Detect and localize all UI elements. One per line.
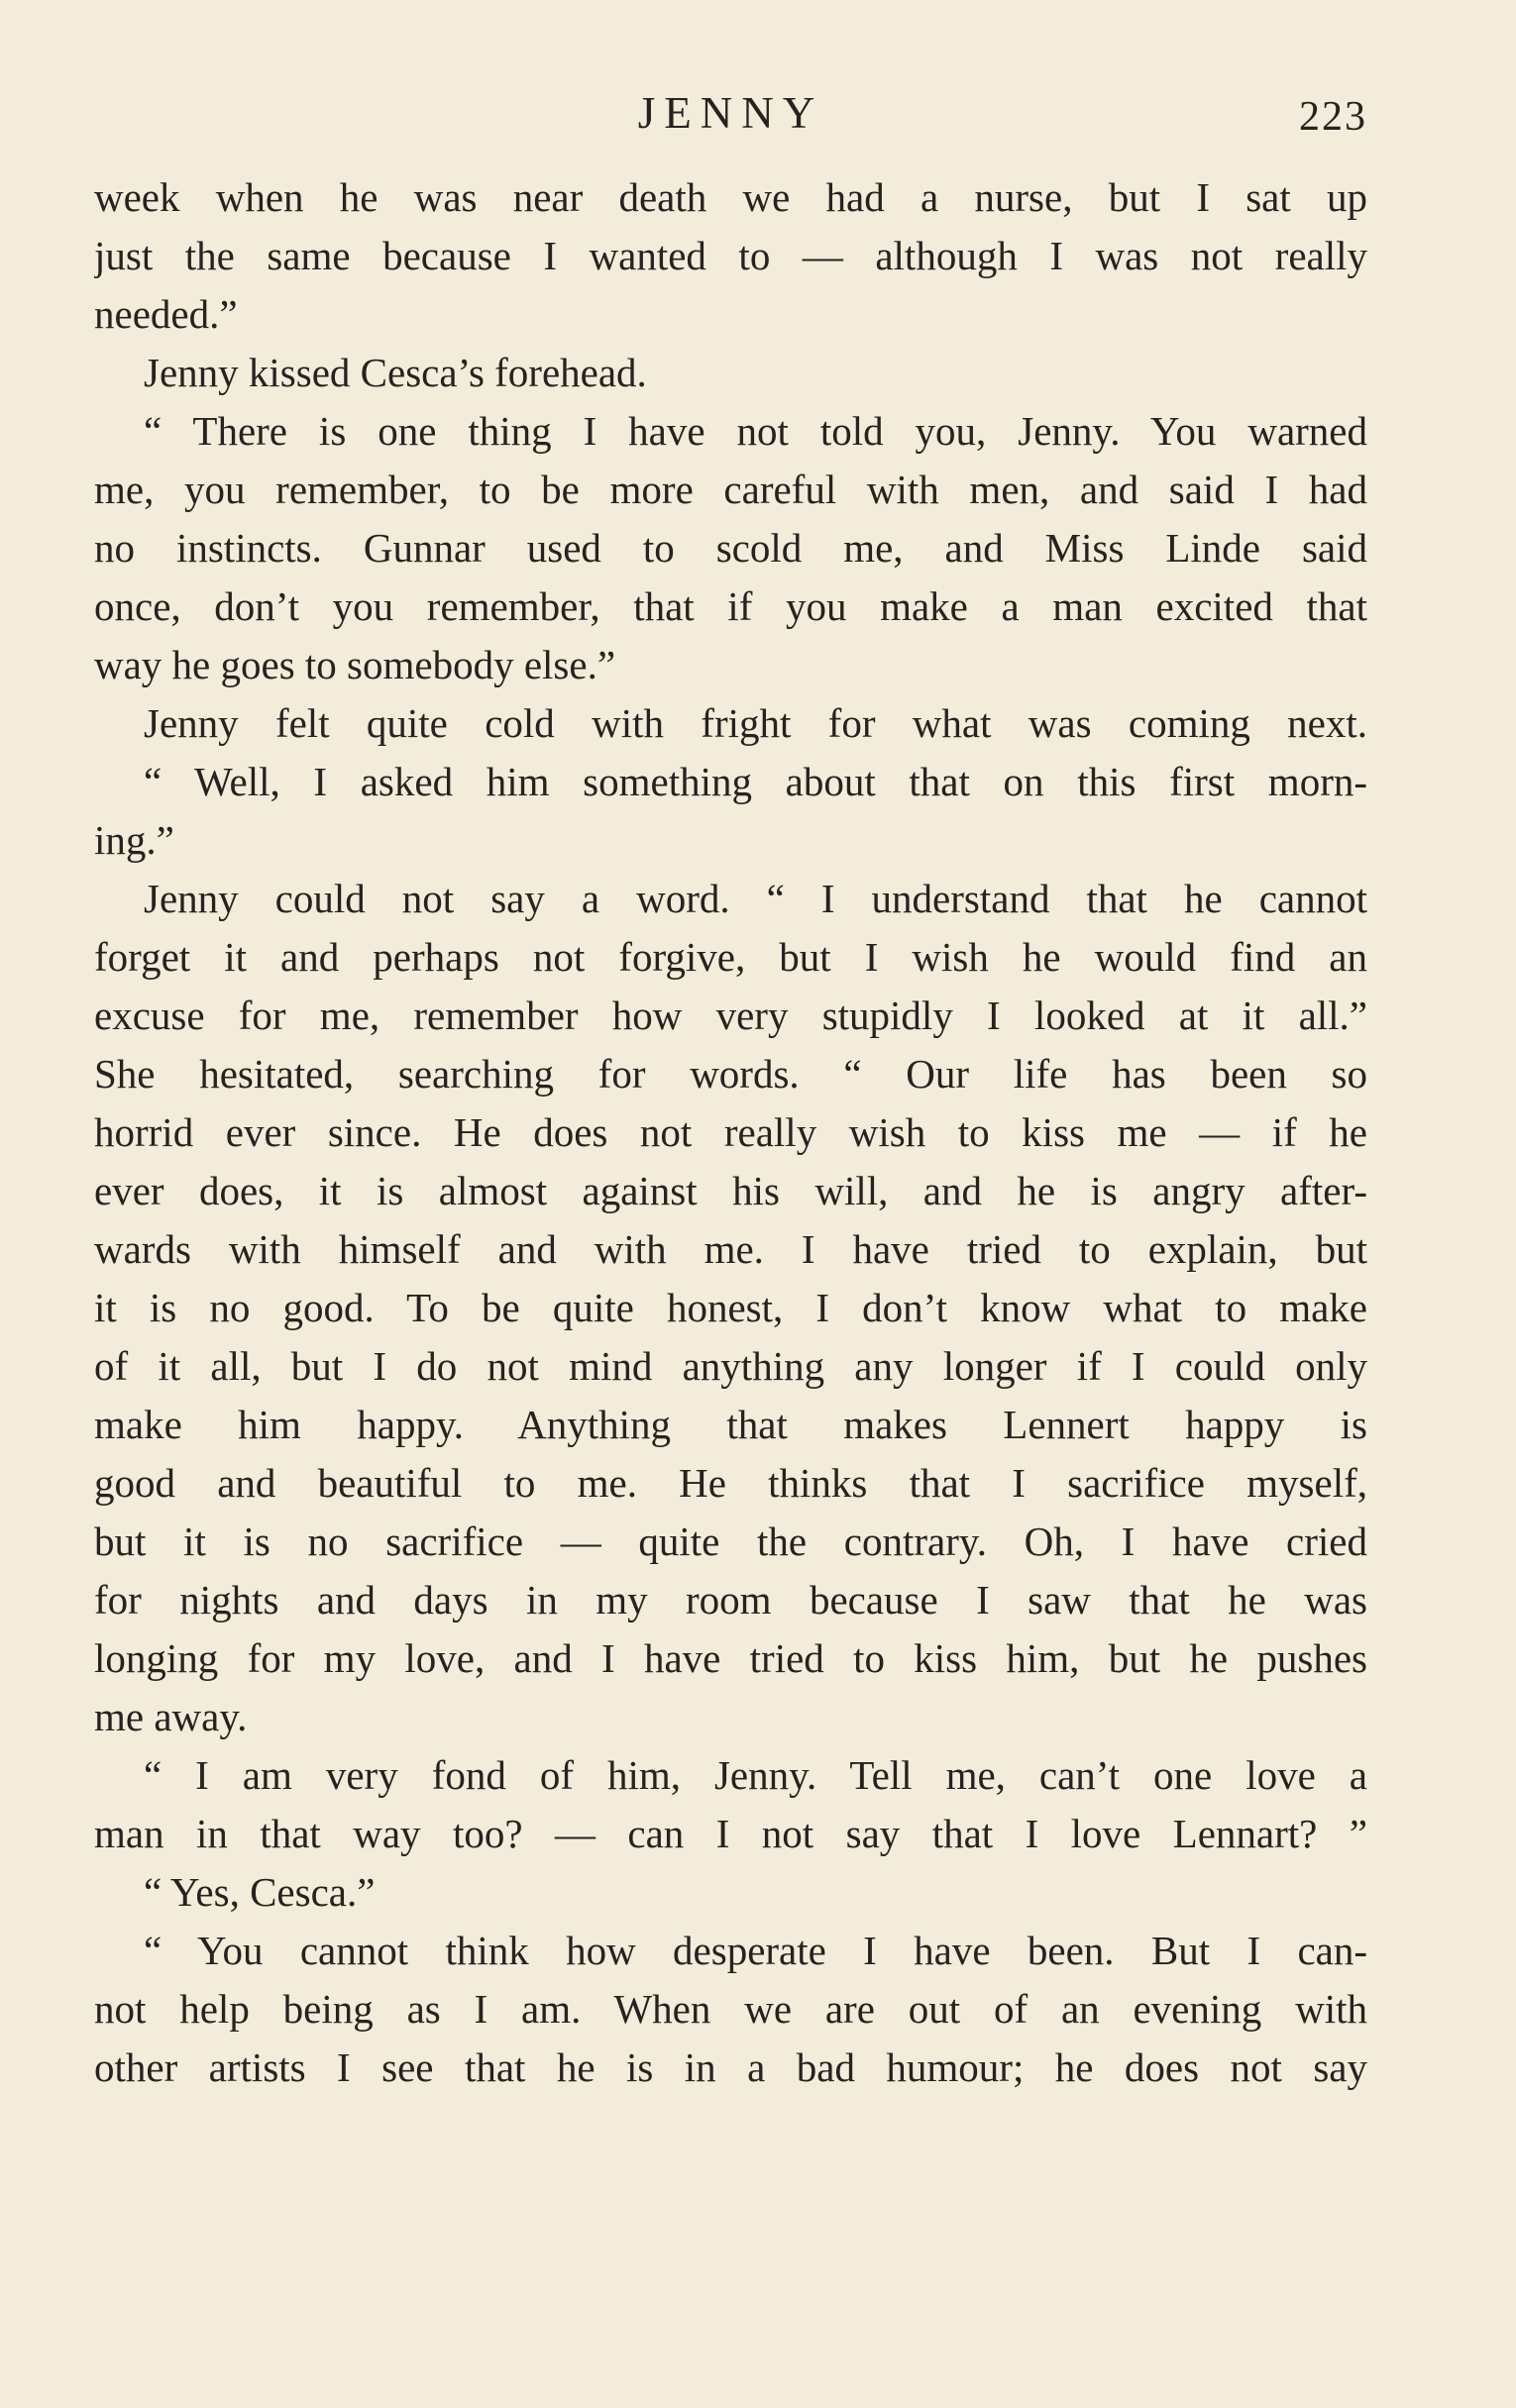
text-line: longing for my love, and I have tried to kiss him, but he pushes [94, 1635, 1367, 1681]
running-title: JENNY [637, 88, 824, 138]
text-line: ing.” [94, 817, 174, 863]
text-line: way he goes to somebody else.” [94, 642, 616, 687]
text-body [94, 168, 1367, 2097]
text-line: “ Yes, Cesca.” [144, 1869, 376, 1915]
page-number: 223 [1299, 94, 1367, 140]
text-line: good and beautiful to me. He thinks that I sacrifice myself, [94, 1460, 1367, 1506]
text-line: me away. [94, 1694, 248, 1739]
text-line: horrid ever since. He does not really wish to kiss me — if he [94, 1109, 1367, 1155]
text-line: ever does, it is almost against his will, and he is angry after- [94, 1168, 1367, 1213]
text-line: of it all, but I do not mind anything any longer if I could only [94, 1343, 1367, 1389]
text-line: other artists I see that he is in a bad humour; he does not say [94, 2044, 1367, 2090]
text-line: Jenny felt quite cold with fright for what was coming next. [144, 700, 1367, 746]
text-line: “ There is one thing I have not told you, Jenny. You warned [144, 408, 1367, 454]
text-line: Jenny could not say a word. “ I understand that he cannot [144, 876, 1367, 921]
text-line: man in that way too? — can I not say that I love Lennart? ” [94, 1811, 1367, 1856]
text-line: not help being as I am. When we are out of an evening with [94, 1986, 1367, 2032]
text-line: just the same because I wanted to — although I was not really [94, 233, 1367, 278]
text-line: once, don’t you remember, that if you make a man excited that [94, 583, 1367, 629]
text-line: Jenny kissed Cesca’s forehead. [144, 350, 647, 395]
running-head [94, 87, 1367, 147]
text-line: She hesitated, searching for words. “ Our life has been so [94, 1051, 1367, 1097]
text-line: me, you remember, to be more careful with men, and said I had [94, 467, 1367, 512]
text-line: excuse for me, remember how very stupidly I looked at it all.” [94, 993, 1367, 1038]
text-line: make him happy. Anything that makes Lennert happy is [94, 1402, 1367, 1447]
text-line: week when he was near death we had a nurse, but I sat up [94, 174, 1367, 220]
text-line: needed.” [94, 291, 238, 337]
text-line: it is no good. To be quite honest, I don’t know what to make [94, 1285, 1367, 1330]
text-line: but it is no sacrifice — quite the contrary. Oh, I have cried [94, 1518, 1367, 1564]
text-line: “ I am very fond of him, Jenny. Tell me, can’t one love a [144, 1752, 1367, 1798]
text-line: forget it and perhaps not forgive, but I wish he would find an [94, 934, 1367, 980]
text-line: no instincts. Gunnar used to scold me, and Miss Linde said [94, 525, 1367, 571]
text-line: “ You cannot think how desperate I have been. But I can- [144, 1928, 1367, 1973]
text-line: “ Well, I asked him something about that on this first morn- [144, 759, 1367, 804]
text-line: for nights and days in my room because I saw that he was [94, 1577, 1367, 1623]
text-line: wards with himself and with me. I have tried to explain, but [94, 1226, 1367, 1272]
